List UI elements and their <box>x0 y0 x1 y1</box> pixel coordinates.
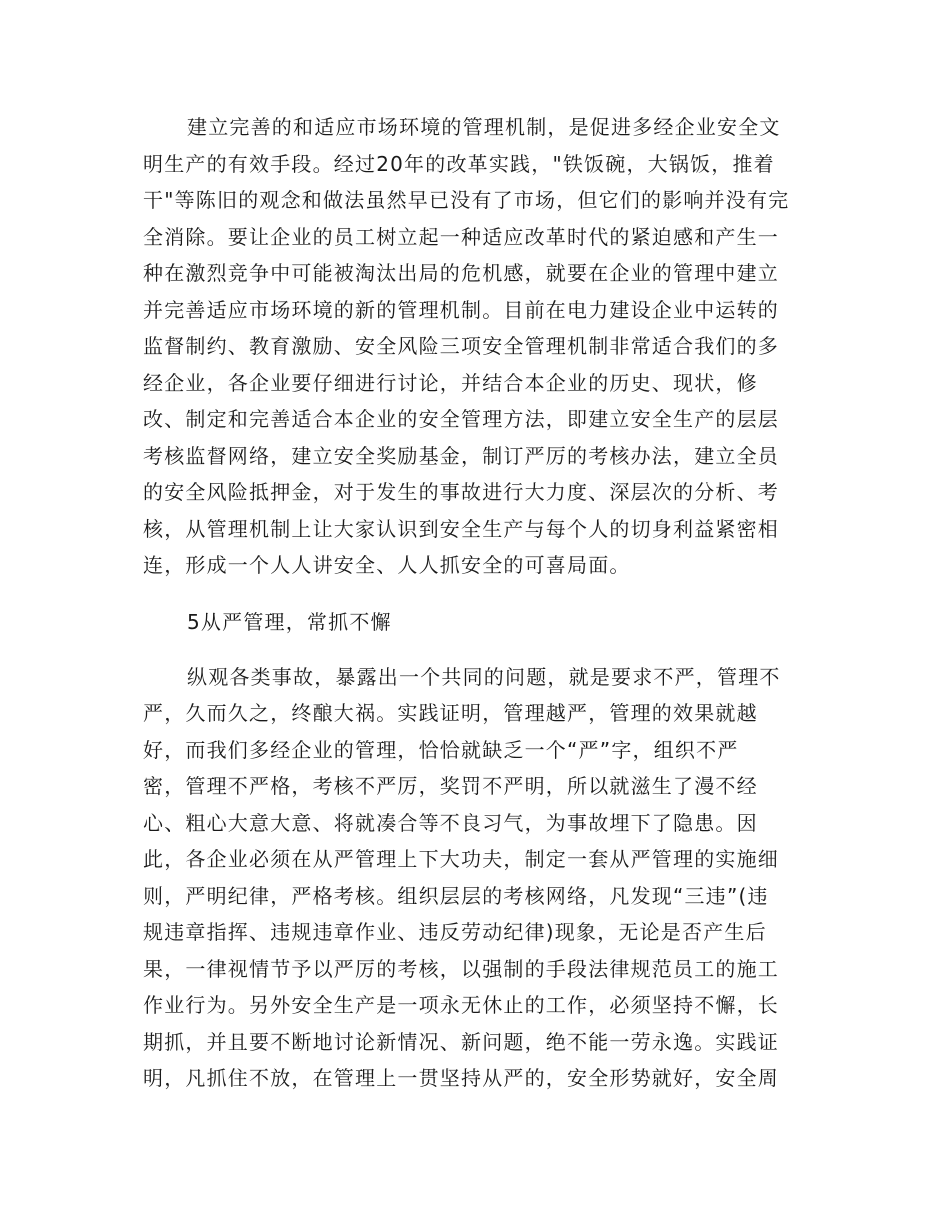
paragraph-2-line: 明，凡抓住不放，在管理上一贯坚持从严的，安全形势就好，安全周 <box>143 1066 779 1090</box>
paragraph-1-line: 连，形成一个人人讲安全、人人抓安全的可喜局面。 <box>143 553 631 577</box>
paragraph-1-line: 的安全风险抵押金，对于发生的事故进行大力度、深层次的分析、考 <box>143 480 779 504</box>
paragraph-1-line: 经企业，各企业要仔细进行讨论，并结合本企业的历史、现状，修 <box>143 371 758 395</box>
paragraph-1-line: 种在激烈竞争中可能被淘汰出局的危机感，就要在企业的管理中建立 <box>143 261 779 285</box>
paragraph-1-line: 全消除。要让企业的员工树立起一种适应改革时代的紧迫感和产生一 <box>143 225 779 249</box>
paragraph-2-line: 果，一律视情节予以严厉的考核，以强制的手段法律规范员工的施工 <box>143 957 779 981</box>
paragraph-2-line: 纵观各类事故，暴露出一个共同的问题，就是要求不严，管理不 <box>187 665 781 689</box>
paragraph-2-line: 密，管理不严格，考核不严厉，奖罚不严明，所以就滋生了漫不经 <box>143 774 758 798</box>
paragraph-1-line: 干"等陈旧的观念和做法虽然早已没有了市场，但它们的影响并没有完 <box>143 188 790 212</box>
paragraph-1-line: 明生产的有效手段。经过20年的改革实践，"铁饭碗，大锅饭，推着 <box>143 152 775 176</box>
paragraph-1-line: 改、制定和完善适合本企业的安全管理方法，即建立安全生产的层层 <box>143 407 779 431</box>
section-heading: 5从严管理，常抓不懈 <box>187 610 392 634</box>
paragraph-2-line: 规违章指挥、违规违章作业、违反劳动纪律)现象，无论是否产生后 <box>143 920 767 944</box>
paragraph-2-line: 则，严明纪律，严格考核。组织层层的考核网络，凡发现“三违”(违 <box>143 884 769 908</box>
paragraph-1-line: 核，从管理机制上让大家认识到安全生产与每个人的切身利益紧密相 <box>143 517 779 541</box>
paragraph-1-line: 监督制约、教育激励、安全风险三项安全管理机制非常适合我们的多 <box>143 334 779 358</box>
paragraph-2-line: 心、粗心大意大意、将就凑合等不良习气，为事故埋下了隐患。因 <box>143 811 758 835</box>
paragraph-2-line: 严，久而久之，终酿大祸。实践证明，管理越严，管理的效果就越 <box>143 701 758 725</box>
paragraph-1-line: 考核监督网络，建立安全奖励基金，制订严厉的考核办法，建立全员 <box>143 444 779 468</box>
paragraph-2-line: 好，而我们多经企业的管理，恰恰就缺乏一个“严”字，组织不严 <box>143 738 739 762</box>
paragraph-2-line: 期抓，并且要不断地讨论新情况、新问题，绝不能一劳永逸。实践证 <box>143 1030 779 1054</box>
paragraph-1-line: 建立完善的和适应市场环境的管理机制，是促进多经企业安全文 <box>187 115 781 139</box>
paragraph-2-line: 作业行为。另外安全生产是一项永无休止的工作，必须坚持不懈，长 <box>143 993 779 1017</box>
paragraph-2-line: 此，各企业必须在从严管理上下大功夫，制定一套从严管理的实施细 <box>143 847 779 871</box>
paragraph-1-line: 并完善适应市场环境的新的管理机制。目前在电力建设企业中运转的 <box>143 298 779 322</box>
